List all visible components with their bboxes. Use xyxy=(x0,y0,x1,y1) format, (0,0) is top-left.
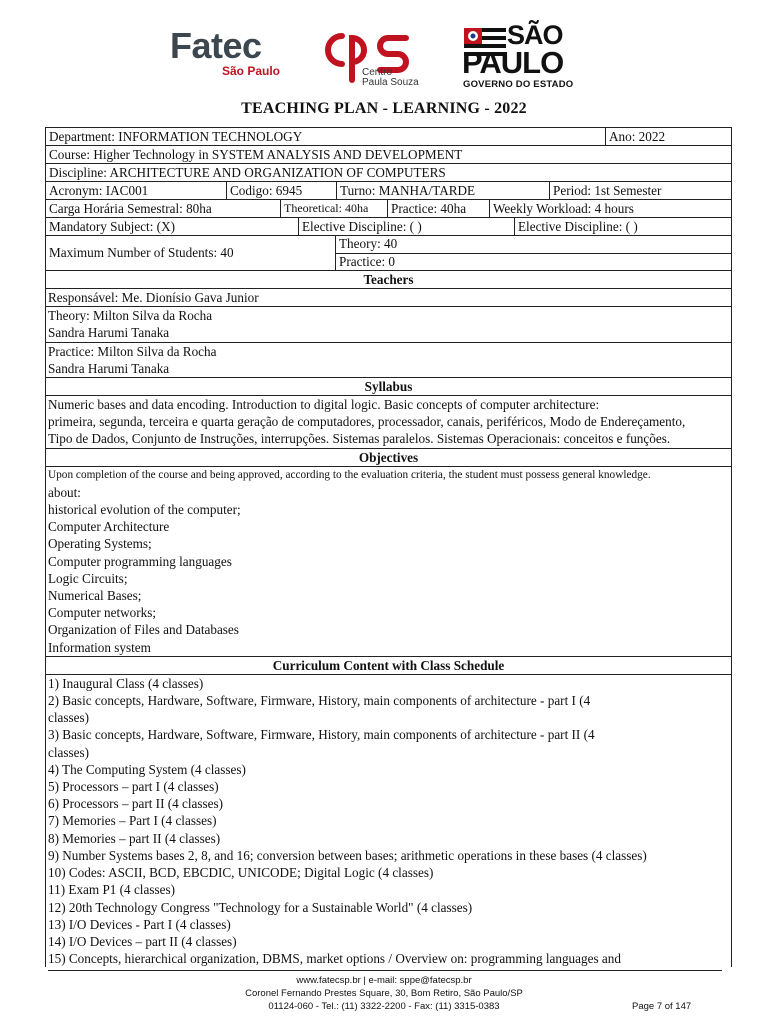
acronym-cell: Acronym: IAC001 xyxy=(49,183,149,198)
page-number: Page 7 of 147 xyxy=(632,1001,692,1012)
syllabus-heading xyxy=(45,378,732,396)
objectives-heading xyxy=(45,449,732,467)
weekly-workload-cell: Weekly Workload: 4 hours xyxy=(489,200,731,217)
fatec-logo xyxy=(170,25,281,78)
teachers-heading xyxy=(45,271,732,289)
curriculum-line: classes) xyxy=(48,710,90,726)
objective-line: Operating Systems; xyxy=(48,536,152,552)
curriculum-line: 15) Concepts, hierarchical organization, DBMS, market options / Overview on: programming languages and xyxy=(48,951,621,967)
cps-logo-line1: Centro xyxy=(362,67,393,78)
objective-line: Computer programming languages xyxy=(48,553,232,569)
department-row xyxy=(45,127,732,146)
practice-teacher-line: Practice: Milton Silva da Rocha xyxy=(48,343,217,359)
curriculum-line: 3) Basic concepts, Hardware, Software, Firmware, History, main components of architecture - part II (4 xyxy=(48,727,595,743)
discipline-row xyxy=(45,164,732,182)
students-breakdown xyxy=(335,236,731,270)
cps-logo-line2: Paula Souza xyxy=(362,77,419,88)
objective-line: historical evolution of the computer; xyxy=(48,502,241,518)
objectives-block xyxy=(45,467,732,657)
curriculum-line: 14) I/O Devices – part II (4 classes) xyxy=(48,933,237,949)
theoretical-cell: Theoretical: 40ha xyxy=(280,200,387,217)
curriculum-line: 1) Inaugural Class (4 classes) xyxy=(48,675,204,691)
syllabus-heading-text: Syllabus xyxy=(364,379,413,395)
footer-divider xyxy=(48,970,722,971)
curriculum-line: 6) Processors – part II (4 classes) xyxy=(48,796,224,812)
theory-teacher-line: Sandra Harumi Tanaka xyxy=(48,325,170,341)
curriculum-line: 8) Memories – part II (4 classes) xyxy=(48,830,221,846)
discipline-cell: Discipline: ARCHITECTURE AND ORGANIZATION OF COMPUTERS xyxy=(49,165,446,180)
period-cell: Period: 1st Semester xyxy=(549,182,731,199)
max-students-cell: Maximum Number of Students: 40 xyxy=(49,245,234,260)
curriculum-line: 12) 20th Technology Congress "Technology for a Sustainable World" (4 classes) xyxy=(48,899,473,915)
theory-teachers-block xyxy=(45,307,732,342)
objective-line: Computer networks; xyxy=(48,605,157,621)
objectives-heading-text: Objectives xyxy=(358,449,419,465)
theory-students-cell: Theory: 40 xyxy=(339,236,398,251)
codigo-cell: Codigo: 6945 xyxy=(226,182,336,199)
objective-line: Numerical Bases; xyxy=(48,588,142,604)
curriculum-line: 4) The Computing System (4 classes) xyxy=(48,761,246,777)
objective-line: Organization of Files and Databases xyxy=(48,622,239,638)
syllabus-line: Tipo de Dados, Conjunto de Instruções, interrupções. Sistemas paralelos. Sistemas Operacionais: conceitos e funções. xyxy=(48,431,671,447)
objective-line: Logic Circuits; xyxy=(48,570,128,586)
curriculum-line: 2) Basic concepts, Hardware, Software, Firmware, History, main components of architecture - part I (4 xyxy=(48,693,591,709)
syllabus-line: primeira, segunda, terceira e quarta geração de computadores, processador, canais, periféricos, Modo de Endereçamento, xyxy=(48,414,686,430)
teaching-plan-table xyxy=(45,127,732,967)
sp-logo-word1: SÃO xyxy=(507,20,563,50)
fatec-logo-subtitle: São Paulo xyxy=(222,64,281,78)
curriculum-line: 11) Exam P1 (4 classes) xyxy=(48,882,175,898)
students-row xyxy=(45,236,732,271)
year-cell: Ano: 2022 xyxy=(605,128,731,145)
course-cell: Course: Higher Technology in SYSTEM ANALYSIS AND DEVELOPMENT xyxy=(49,147,463,162)
course-row xyxy=(45,146,732,164)
department-cell: Department: INFORMATION TECHNOLOGY xyxy=(49,129,303,144)
curriculum-line: 5) Processors – part I (4 classes) xyxy=(48,779,219,795)
practice-teachers-block xyxy=(45,343,732,378)
responsible-block xyxy=(45,289,732,307)
syllabus-line: Numeric bases and data encoding. Introduction to digital logic. Basic concepts of computer architecture: xyxy=(48,397,600,413)
objective-line: Information system xyxy=(48,639,151,655)
practice-students-cell: Practice: 0 xyxy=(336,253,731,271)
carga-cell: Carga Horária Semestral: 80ha xyxy=(49,201,212,216)
document-title: TEACHING PLAN - LEARNING - 2022 xyxy=(241,100,527,117)
fatec-logo-name: Fatec xyxy=(170,25,262,66)
curriculum-line: 10) Codes: ASCII, BCD, EBCDIC, UNICODE; Digital Logic (4 classes) xyxy=(48,865,434,881)
curriculum-line: 13) I/O Devices - Part I (4 classes) xyxy=(48,916,231,932)
elective-cell-2: Elective Discipline: ( ) xyxy=(514,218,731,235)
practice-teacher-line: Sandra Harumi Tanaka xyxy=(48,360,170,376)
curriculum-block xyxy=(45,675,732,967)
teachers-heading-text: Teachers xyxy=(363,272,414,287)
acronym-row xyxy=(45,182,732,200)
syllabus-block xyxy=(45,396,732,449)
header-logos xyxy=(0,22,768,92)
turno-cell: Turno: MANHA/TARDE xyxy=(336,182,549,199)
curriculum-line: 9) Number Systems bases 2, 8, and 16; conversion between bases; arithmetic operations in these bases (4 classes) xyxy=(48,847,647,863)
objective-line: about: xyxy=(48,484,81,500)
curriculum-heading xyxy=(45,657,732,675)
footer-phone: 01124-060 - Tel.: (11) 3322-2200 - Fax: (11) 3315-0383 xyxy=(268,1001,500,1012)
objective-line: Computer Architecture xyxy=(48,519,170,535)
mandatory-cell: Mandatory Subject: (X) xyxy=(49,219,175,234)
sp-logo-government: GOVERNO DO ESTADO xyxy=(463,79,574,90)
curriculum-line: 7) Memories – Part I (4 classes) xyxy=(48,813,217,829)
footer-address: Coronel Fernando Prestes Square, 30, Bom Retiro, São Paulo/SP xyxy=(245,988,523,999)
footer-contact: www.fatecsp.br | e-mail: sppe@fatecsp.br xyxy=(296,975,472,986)
objectives-intro: Upon completion of the course and being approved, according to the evaluation criteria, the student must possess general knowledge. xyxy=(48,468,651,481)
theory-teacher-line: Theory: Milton Silva da Rocha xyxy=(48,308,213,324)
curriculum-line: classes) xyxy=(48,744,90,760)
sp-logo-word2: PAULO xyxy=(462,45,564,80)
responsible-teacher: Responsável: Me. Dionísio Gava Junior xyxy=(48,290,259,305)
workload-row xyxy=(45,200,732,218)
elective-cell-1: Elective Discipline: ( ) xyxy=(298,218,514,235)
practice-hours-cell: Practice: 40ha xyxy=(387,200,489,217)
cps-logo-text xyxy=(362,68,419,88)
curriculum-heading-text: Curriculum Content with Class Schedule xyxy=(272,657,505,673)
subject-type-row xyxy=(45,218,732,236)
